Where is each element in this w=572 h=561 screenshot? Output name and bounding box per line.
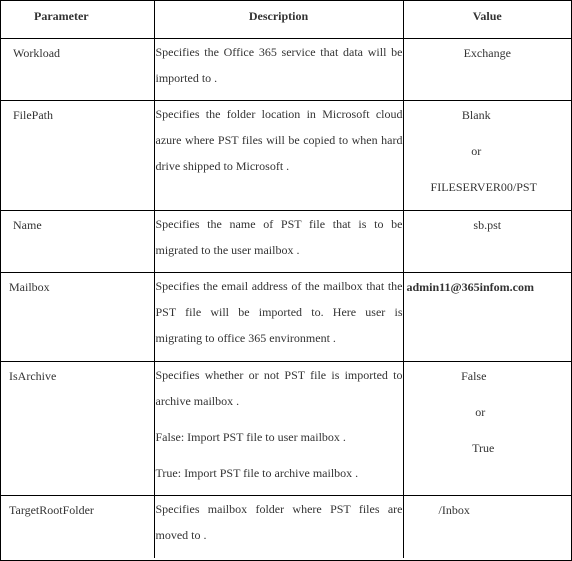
row-parameter: TargetRootFolder <box>1 495 154 558</box>
table-row <box>1 495 571 558</box>
value-text: True <box>472 440 495 455</box>
row-description <box>154 38 403 100</box>
description-text: Specifies mailbox folder where PST files are moved to . <box>155 501 403 542</box>
row-parameter: FilePath <box>1 100 154 210</box>
table-header-row <box>1 1 571 38</box>
row-value <box>403 272 571 361</box>
description-text: False: Import PST file to user mailbox . <box>155 429 346 444</box>
row-description <box>154 100 403 210</box>
description-text: Specifies the Office 365 service that data will be imported to . <box>155 44 403 85</box>
row-value <box>403 361 571 495</box>
header-value: Value <box>403 1 571 38</box>
value-text: or <box>471 143 482 158</box>
description-text: Specifies the name of PST file that is to be migrated to the user mailbox . <box>155 216 403 257</box>
description-text: Specifies the email address of the mailbox that the PST file will be imported to. Here user is migrating to office 365 environment . <box>155 278 403 345</box>
value-text: or <box>475 404 486 419</box>
description-text: Specifies the folder location in Microsoft cloud azure where PST files will be copied to when hard drive shipped to Microsoft . <box>155 106 403 173</box>
table-row <box>1 361 571 495</box>
table-row <box>1 38 571 100</box>
header-description: Description <box>154 1 403 38</box>
value-text: Exchange <box>463 45 511 60</box>
row-description <box>154 272 403 361</box>
value-text: sb.pst <box>473 217 502 232</box>
table-row <box>1 210 571 272</box>
row-parameter: Mailbox <box>1 272 154 361</box>
row-value <box>403 100 571 210</box>
table-row <box>1 272 571 361</box>
row-description <box>154 361 403 495</box>
table-row <box>1 100 571 210</box>
value-text: /Inbox <box>438 502 470 517</box>
row-value <box>403 210 571 272</box>
row-value <box>403 38 571 100</box>
row-parameter: Name <box>1 210 154 272</box>
parameter-table <box>1 1 571 558</box>
row-description <box>154 495 403 558</box>
value-text: admin11@365infom.com <box>406 279 534 294</box>
value-text: FILESERVER00/PST <box>430 179 537 194</box>
description-text: Specifies whether or not PST file is imported to archive mailbox . <box>155 367 403 408</box>
row-parameter: Workload <box>1 38 154 100</box>
row-description <box>154 210 403 272</box>
row-parameter: IsArchive <box>1 361 154 495</box>
row-value <box>403 495 571 558</box>
description-text: True: Import PST file to archive mailbox . <box>155 465 359 480</box>
value-text: False <box>461 368 487 383</box>
value-text: Blank <box>461 107 491 122</box>
header-parameter: Parameter <box>1 1 154 38</box>
